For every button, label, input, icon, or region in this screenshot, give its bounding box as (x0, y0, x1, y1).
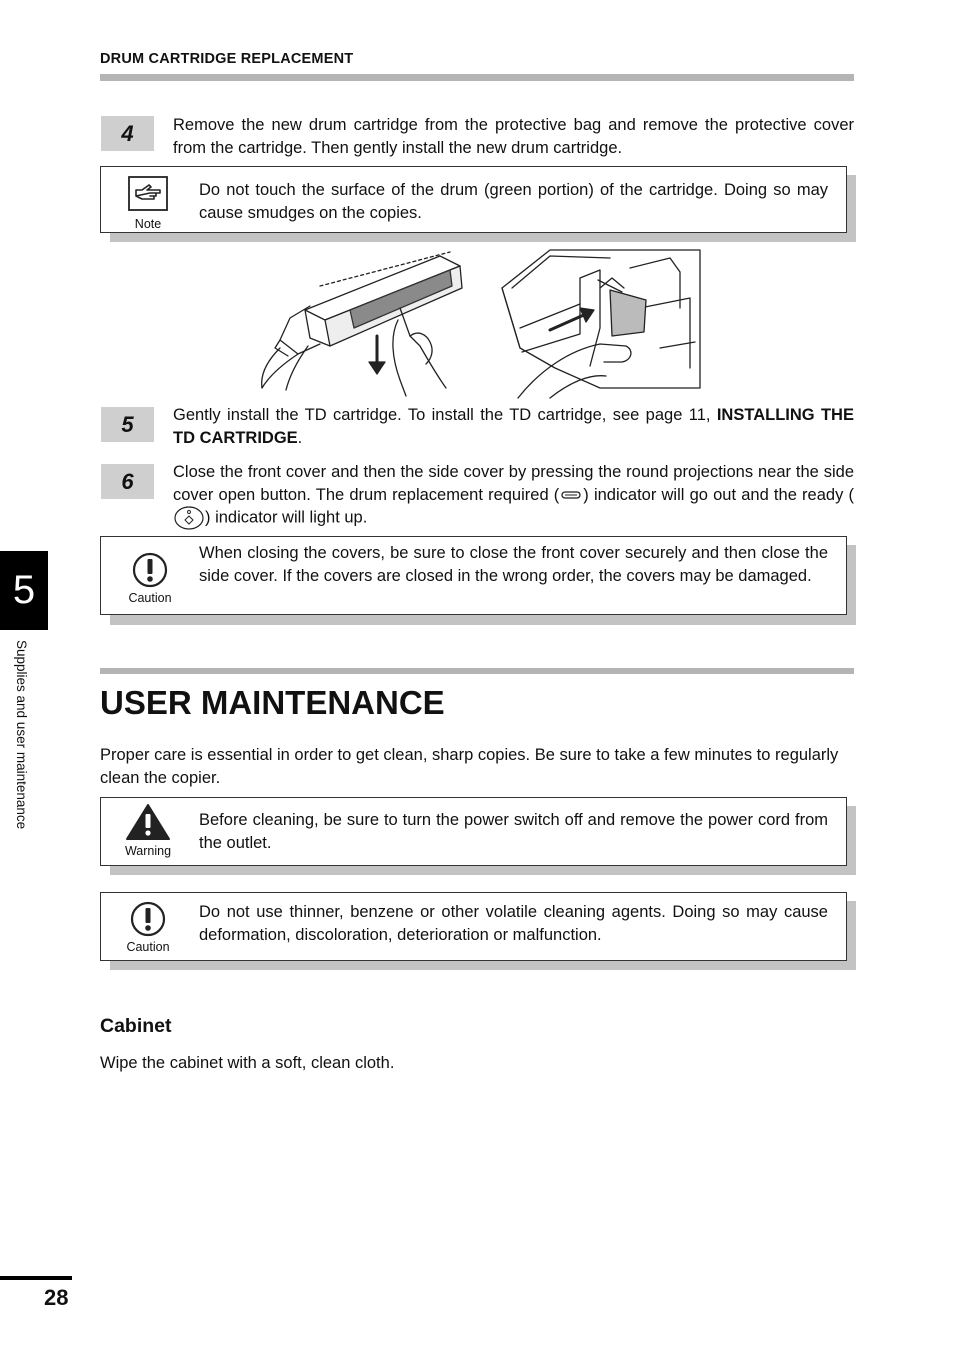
warning-icon-group (120, 803, 176, 858)
running-head: DRUM CARTRIDGE REPLACEMENT (100, 51, 354, 67)
header-rule (100, 74, 854, 81)
caution-box-covers (100, 536, 856, 625)
drum-indicator-icon (559, 488, 583, 502)
caution-icon (129, 900, 167, 938)
caution-text-covers: When closing the covers, be sure to close the front cover securely and then close the side cover. If the covers are closed in the wrong order, the covers may be damaged. (199, 544, 828, 585)
chapter-side-label: Supplies and user maintenance (14, 640, 29, 830)
chapter-tab: 5 (0, 551, 48, 630)
caution-label-2: Caution (126, 940, 170, 954)
caution-label: Caution (128, 591, 172, 605)
warning-label: Warning (124, 844, 172, 858)
note-text: Do not touch the surface of the drum (green portion) of the cartridge. Doing so may cause smudges on the copies. (199, 181, 828, 222)
note-box (100, 166, 856, 242)
section-rule (100, 668, 854, 674)
step-6-text: Close the front cover and then the side cover by pressing the round projections near the side cover open button. The drum replacement required ( ) indicator will go out and the ready () indicator will light up. (173, 461, 854, 530)
caution-icon (131, 551, 169, 589)
note-label: Note (134, 217, 162, 231)
note-icon-group (124, 176, 172, 231)
section-intro: Proper care is essential in order to get clean, sharp copies. Be sure to take a few minutes to regularly clean the copier. (100, 746, 839, 787)
subsection-text: Wipe the cabinet with a soft, clean cloth. (100, 1054, 395, 1072)
warning-icon (125, 803, 171, 841)
section-title: USER MAINTENANCE (100, 684, 445, 721)
step-5-crossref: INSTALLING THE TD CARTRIDGE (173, 406, 854, 447)
step-number-6: 6 (101, 464, 154, 499)
warning-box (100, 797, 856, 875)
drum-install-illustration (250, 248, 702, 400)
caution-icon-group-2 (122, 900, 174, 954)
note-hand-icon (127, 176, 169, 212)
caution-text-cleaning: Do not use thinner, benzene or other volatile cleaning agents. Doing so may cause deformation, discoloration, deterioration or malfunction. (199, 903, 828, 944)
page-number: 28 (44, 1285, 69, 1310)
caution-box-cleaning (100, 892, 856, 970)
ready-indicator-icon (173, 506, 205, 530)
step-5-text: Gently install the TD cartridge. To install the TD cartridge, see page 11, INSTALLING THE TD CARTRIDGE. (173, 406, 854, 447)
caution-icon-group (124, 551, 176, 605)
step-4-text: Remove the new drum cartridge from the protective bag and remove the protective cover from the cartridge. Then gently install the new drum cartridge. (173, 116, 854, 157)
subsection-title: Cabinet (100, 1015, 172, 1037)
warning-text: Before cleaning, be sure to turn the power switch off and remove the power cord from the outlet. (199, 811, 828, 852)
step-number-5: 5 (101, 407, 154, 442)
footer-rule (0, 1276, 72, 1280)
step-number-4: 4 (101, 116, 154, 151)
